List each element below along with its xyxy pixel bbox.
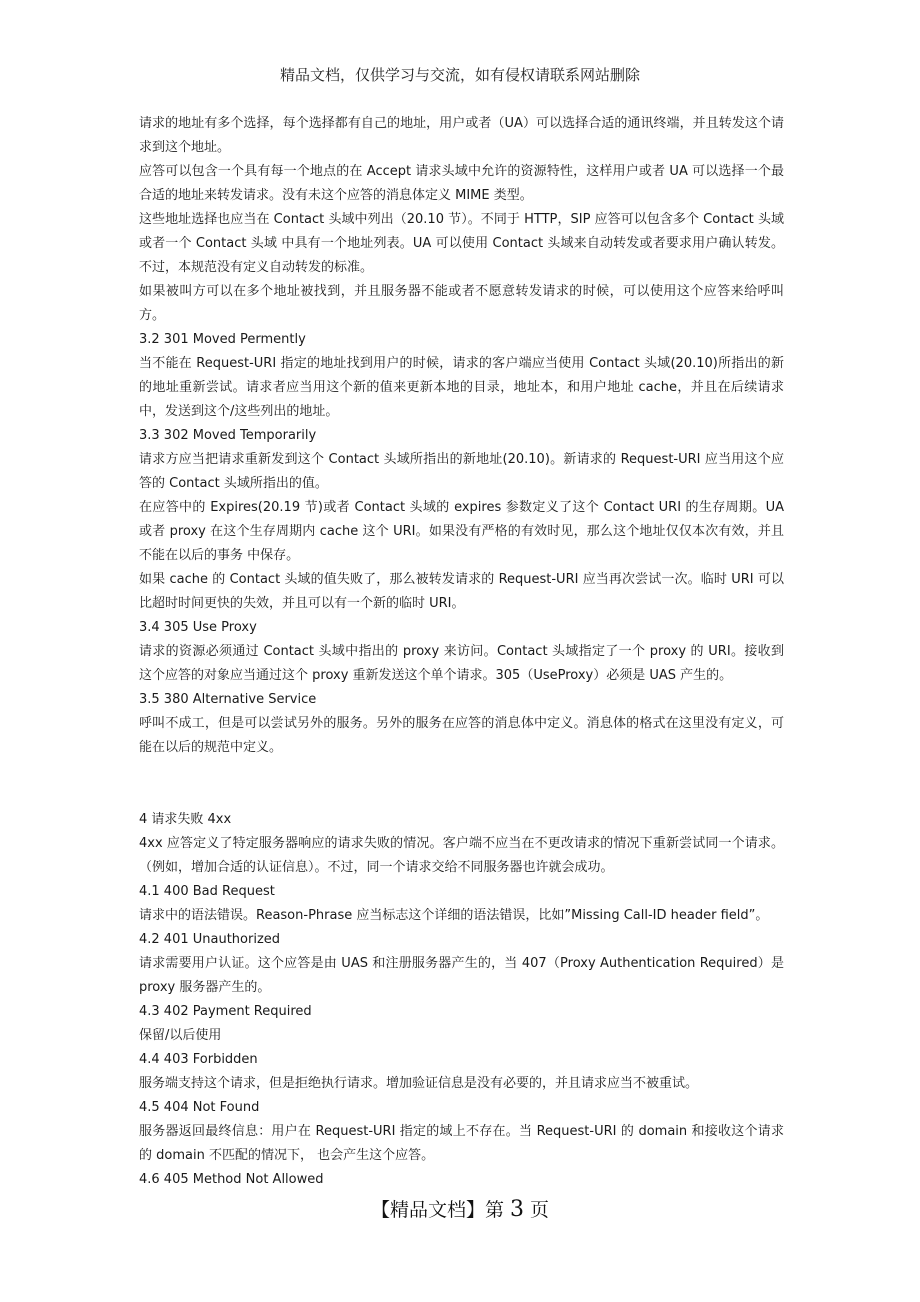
paragraph: 请求方应当把请求重新发到这个 Contact 头域所指出的新地址(20.10)。新请求的 Request-URI 应当用这个应答的 Contact 头域所指出的值。 [139, 452, 784, 491]
page-header [0, 64, 920, 86]
paragraph: 当不能在 Request-URI 指定的地址找到用户的时候，请求的客户端应当使用 Contact 头域(20.10)所指出的新的地址重新尝试。请求者应当用这个新的值来更新本地的目录，地址本，和用户地址 cache，并且在后续请求中，发送到这个/这些列出的地址。 [139, 356, 784, 419]
paragraph: 4xx 应答定义了特定服务器响应的请求失败的情况。客户端不应当在不更改请求的情况下重新尝试同一个请求。（例如，增加合适的认证信息）。不过，同一个请求交给不同服务器也许就会成功。 [139, 836, 784, 875]
page-number: 3 [510, 1197, 524, 1222]
paragraph: 请求中的语法错误。Reason-Phrase 应当标志这个详细的语法错误，比如”Missing Call-ID header field”。 [139, 908, 769, 923]
document-body [139, 112, 784, 1192]
section-heading-3-3: 3.3 302 Moved Temporarily [139, 428, 317, 443]
section-heading-4: 4 请求失败 4xx [139, 812, 232, 827]
blank-space [139, 760, 784, 808]
header-text: 精品文档，仅供学习与交流，如有侵权请联系网站删除 [279, 66, 640, 84]
paragraph: 保留/以后使用 [139, 1028, 222, 1043]
section-heading-4-3: 4.3 402 Payment Required [139, 1004, 312, 1019]
footer-suffix: 页 [530, 1199, 550, 1221]
section-heading-4-1: 4.1 400 Bad Request [139, 884, 275, 899]
section-heading-4-4: 4.4 403 Forbidden [139, 1052, 258, 1067]
section-heading-3-2: 3.2 301 Moved Permently [139, 332, 306, 347]
paragraph: 呼叫不成工，但是可以尝试另外的服务。另外的服务在应答的消息体中定义。消息体的格式在这里没有定义，可能在以后的规范中定义。 [139, 716, 784, 755]
paragraph: 如果 cache 的 Contact 头域的值失败了，那么被转发请求的 Request-URI 应当再次尝试一次。临时 URI 可以比超时时间更快的失效，并且可以有一个新的临时 URI。 [139, 572, 784, 611]
paragraph: 应答可以包含一个具有每一个地点的在 Accept 请求头域中允许的资源特性，这样用户或者 UA 可以选择一个最合适的地址来转发请求。没有未这个应答的消息体定义 MIME 类型。 [139, 164, 784, 203]
paragraph: 请求的资源必须通过 Contact 头域中指出的 proxy 来访问。Contact 头域指定了一个 proxy 的 URI。接收到这个应答的对象应当通过这个 proxy 重新发送这个单个请求。305（UseProxy）必须是 UAS 产生的。 [139, 644, 784, 683]
section-heading-3-5: 3.5 380 Alternative Service [139, 692, 317, 707]
paragraph: 服务端支持这个请求，但是拒绝执行请求。增加验证信息是没有必要的，并且请求应当不被重试。 [139, 1076, 699, 1091]
footer-label: 【精品文档】第 [370, 1199, 504, 1221]
section-heading-4-5: 4.5 404 Not Found [139, 1100, 260, 1115]
paragraph: 服务器返回最终信息：用户在 Request-URI 指定的域上不存在。当 Request-URI 的 domain 和接收这个请求的 domain 不匹配的情况下， 也会产生这个应答。 [139, 1124, 784, 1163]
paragraph: 这些地址选择也应当在 Contact 头域中列出（20.10 节）。不同于 HTTP，SIP 应答可以包含多个 Contact 头域或者一个 Contact 头域 中具有一个地址列表。UA 可以使用 Contact 头域来自动转发或者要求用户确认转发。不过，本规范没有定义自动转发的标准。 [139, 212, 784, 275]
page-footer [0, 1195, 920, 1225]
section-heading-4-6: 4.6 405 Method Not Allowed [139, 1172, 324, 1187]
paragraph: 请求需要用户认证。这个应答是由 UAS 和注册服务器产生的，当 407（Proxy Authentication Required）是 proxy 服务器产生的。 [139, 956, 784, 995]
paragraph: 在应答中的 Expires(20.19 节)或者 Contact 头域的 expires 参数定义了这个 Contact URI 的生存周期。UA 或者 proxy 在这个生存周期内 cache 这个 URI。如果没有严格的有效时见，那么这个地址仅仅本次有效，并且不能在以后的事务 中保存。 [139, 500, 784, 563]
paragraph: 如果被叫方可以在多个地址被找到，并且服务器不能或者不愿意转发请求的时候，可以使用这个应答来给呼叫方。 [139, 284, 784, 323]
section-heading-3-4: 3.4 305 Use Proxy [139, 620, 257, 635]
section-heading-4-2: 4.2 401 Unauthorized [139, 932, 281, 947]
paragraph: 请求的地址有多个选择，每个选择都有自己的地址，用户或者（UA）可以选择合适的通讯终端，并且转发这个请求到这个地址。 [139, 116, 784, 155]
